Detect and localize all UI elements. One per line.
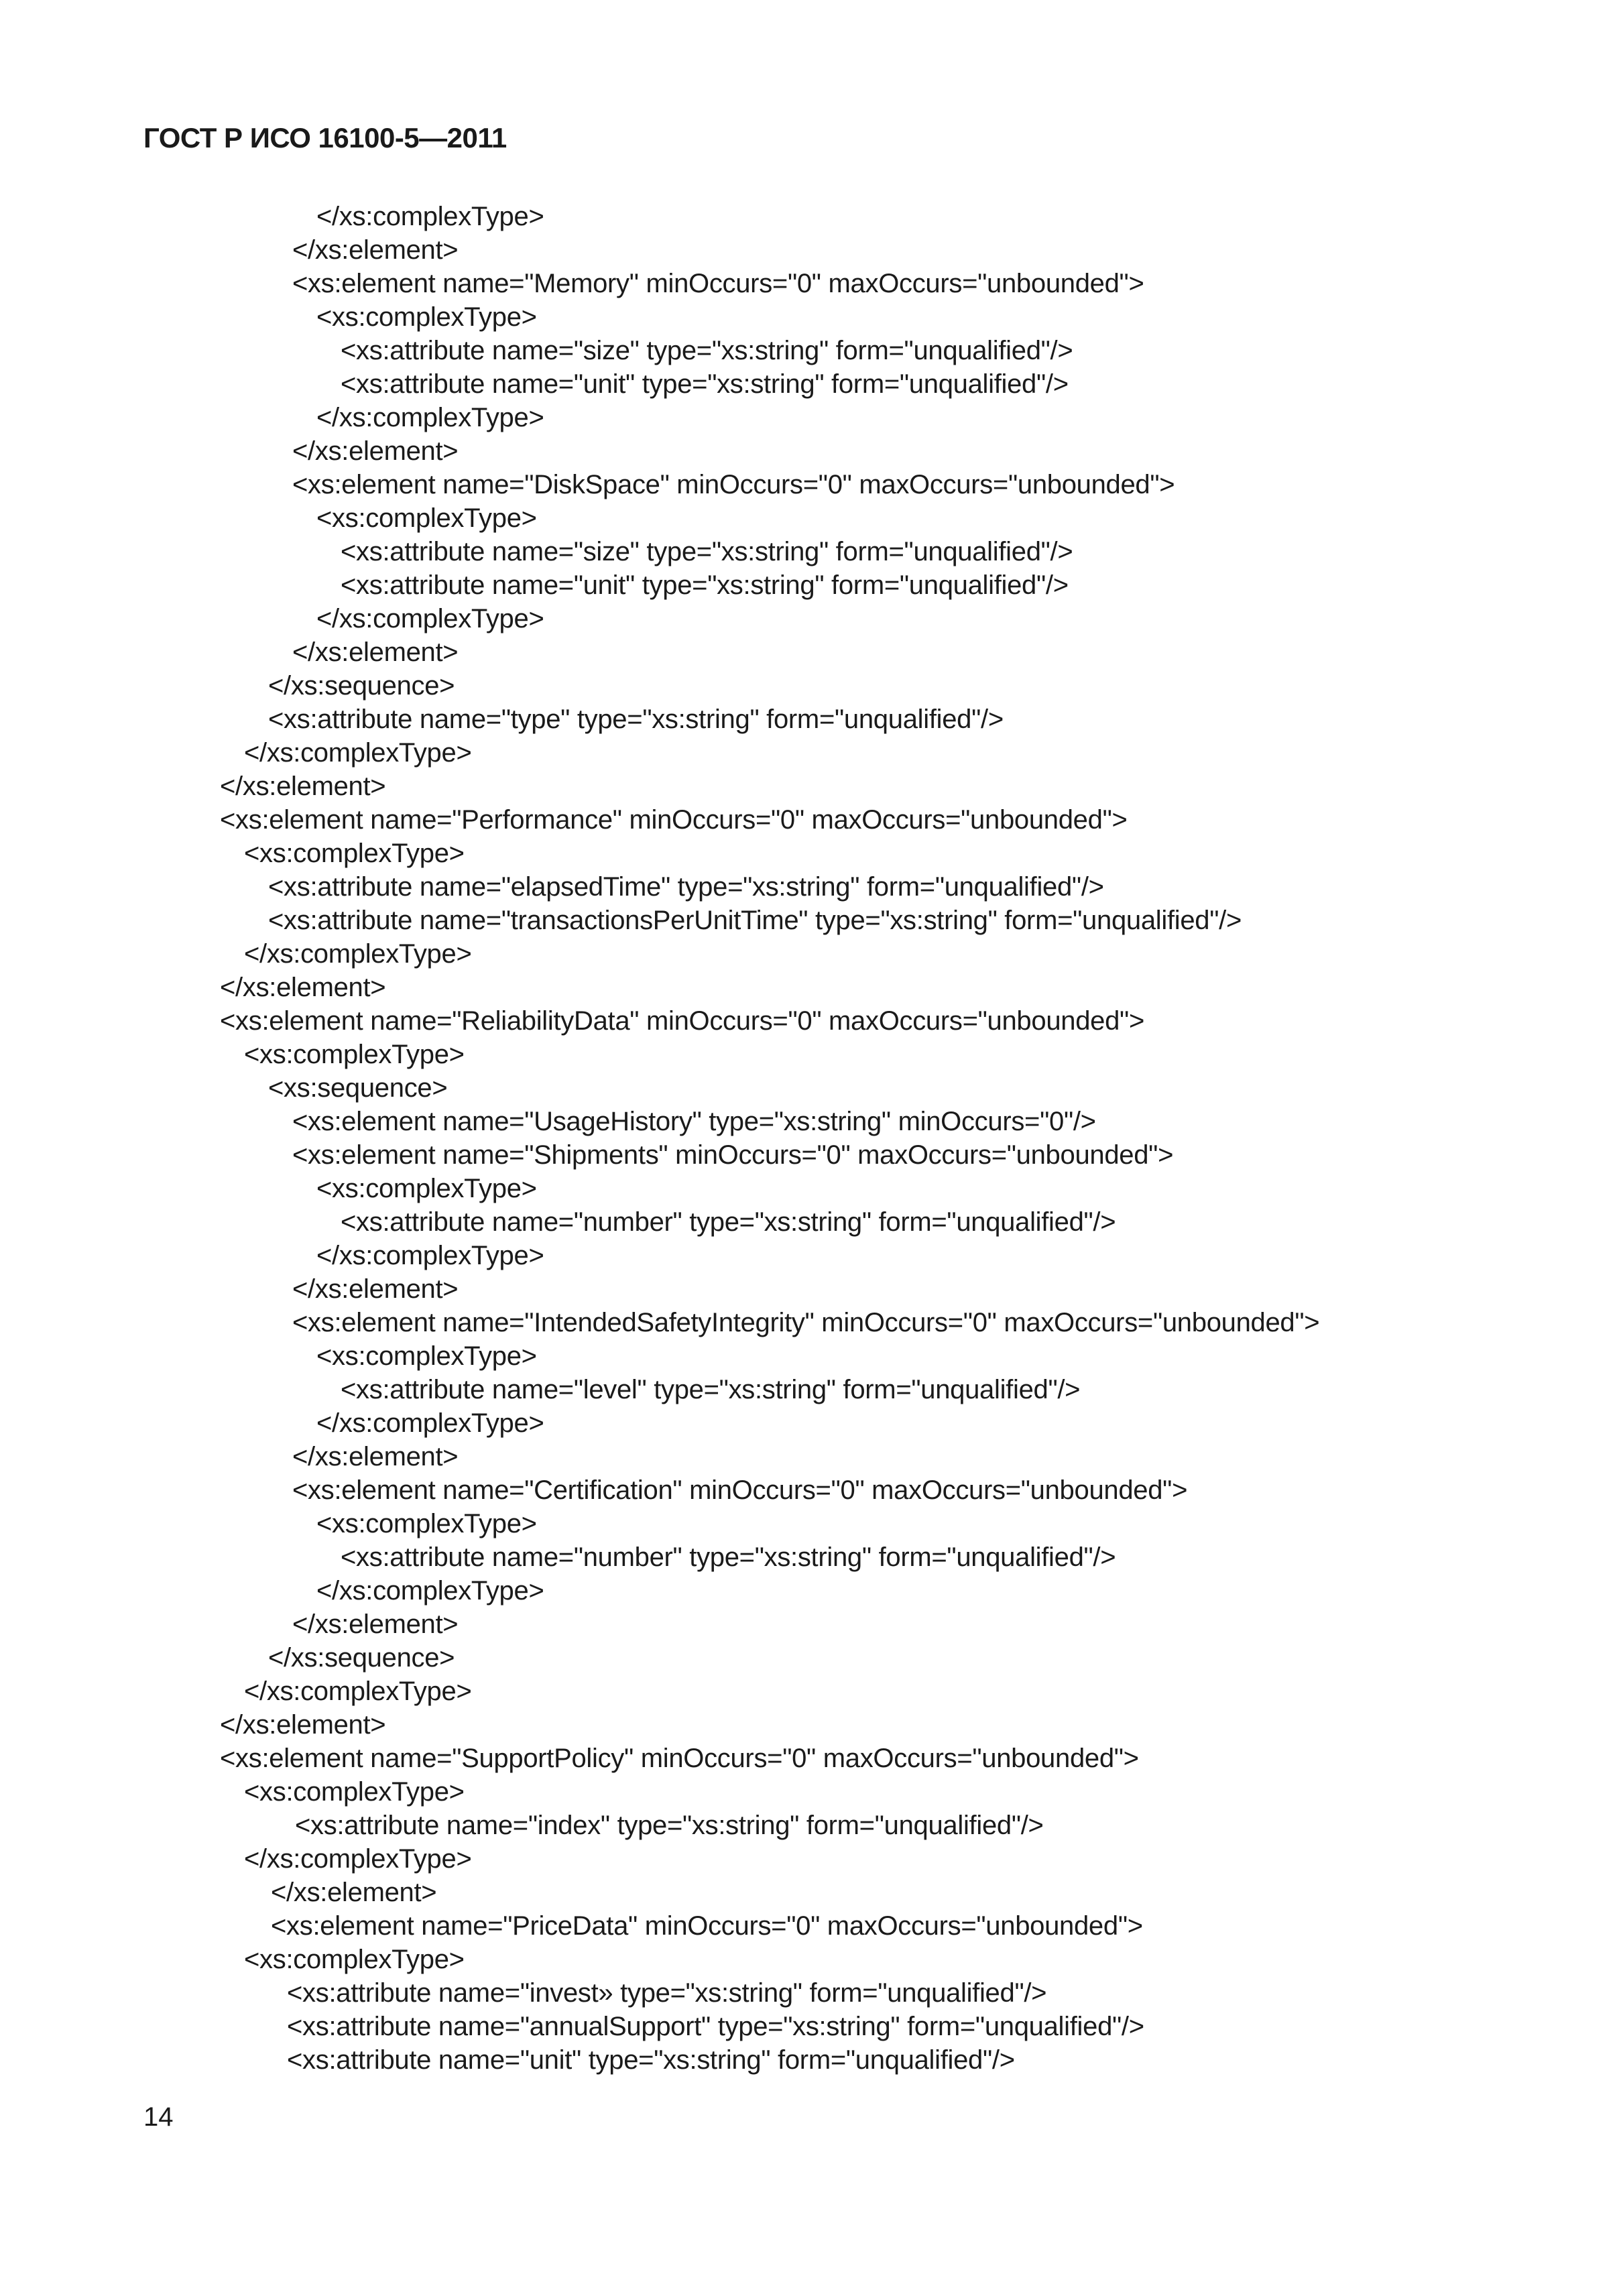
document-standard-header: ГОСТ Р ИСО 16100-5—2011 xyxy=(143,122,507,154)
code-line: <xs:complexType> xyxy=(316,302,537,332)
code-line: </xs:sequence> xyxy=(268,1643,455,1673)
code-line: </xs:element> xyxy=(292,1442,459,1471)
code-line: <xs:complexType> xyxy=(316,503,537,533)
code-line: </xs:complexType> xyxy=(316,202,544,231)
code-line: <xs:element name="Performance" minOccurs="0" maxOccurs="unbounded"> xyxy=(220,805,1128,835)
code-line: <xs:element name="ReliabilityData" minOccurs="0" maxOccurs="unbounded"> xyxy=(220,1006,1145,1036)
code-line: <xs:complexType> xyxy=(316,1341,537,1371)
code-line: <xs:attribute name="transactionsPerUnitTime" type="xs:string" form="unqualified"/> xyxy=(268,906,1242,935)
code-line: </xs:complexType> xyxy=(316,403,544,432)
code-line: <xs:attribute name="type" type="xs:string" form="unqualified"/> xyxy=(268,705,1004,734)
code-line: </xs:complexType> xyxy=(316,604,544,633)
code-line: </xs:element> xyxy=(292,638,459,667)
code-line: </xs:complexType> xyxy=(244,738,472,768)
code-line: <xs:attribute name="size" type="xs:string" form="unqualified"/> xyxy=(341,537,1073,566)
code-line: <xs:sequence> xyxy=(268,1073,448,1103)
code-line: </xs:complexType> xyxy=(244,1844,472,1874)
code-line: <xs:element name="Memory" minOccurs="0" maxOccurs="unbounded"> xyxy=(292,269,1144,298)
code-line: </xs:complexType> xyxy=(316,1241,544,1270)
code-line: <xs:complexType> xyxy=(316,1509,537,1538)
code-line: <xs:element name="Certification" minOccurs="0" maxOccurs="unbounded"> xyxy=(292,1475,1188,1505)
code-line: <xs:attribute name="elapsedTime" type="xs:string" form="unqualified"/> xyxy=(268,872,1104,902)
xml-schema-code-block xyxy=(0,200,1623,2077)
code-line: </xs:element> xyxy=(292,436,459,466)
code-line: <xs:attribute name="annualSupport" type="xs:string" form="unqualified"/> xyxy=(287,2012,1144,2041)
code-line: </xs:complexType> xyxy=(244,1677,472,1706)
code-line: <xs:attribute name="number" type="xs:string" form="unqualified"/> xyxy=(341,1207,1116,1237)
code-line: <xs:complexType> xyxy=(244,839,465,868)
code-line: <xs:attribute name="size" type="xs:string" form="unqualified"/> xyxy=(341,336,1073,365)
page-number: 14 xyxy=(143,2102,174,2132)
code-line: </xs:element> xyxy=(220,772,386,801)
code-line: </xs:complexType> xyxy=(316,1408,544,1438)
code-line: </xs:complexType> xyxy=(316,1576,544,1606)
code-line: </xs:complexType> xyxy=(244,939,472,969)
code-line: <xs:attribute name="unit" type="xs:string" form="unqualified"/> xyxy=(287,2045,1015,2075)
code-line: </xs:element> xyxy=(292,1274,459,1304)
code-line: <xs:attribute name="unit" type="xs:string" form="unqualified"/> xyxy=(341,570,1069,600)
code-line: </xs:element> xyxy=(292,1610,459,1639)
code-line: <xs:complexType> xyxy=(244,1777,465,1807)
code-line: <xs:attribute name="invest» type="xs:string" form="unqualified"/> xyxy=(287,1978,1047,2008)
code-line: <xs:complexType> xyxy=(316,1174,537,1203)
code-line: </xs:element> xyxy=(220,1710,386,1740)
code-line: </xs:element> xyxy=(220,973,386,1002)
code-line: <xs:attribute name="level" type="xs:string" form="unqualified"/> xyxy=(341,1375,1081,1404)
code-line: </xs:sequence> xyxy=(268,671,455,701)
code-line: <xs:element name="SupportPolicy" minOccurs="0" maxOccurs="unbounded"> xyxy=(220,1744,1139,1773)
code-line: <xs:element name="DiskSpace" minOccurs="0" maxOccurs="unbounded"> xyxy=(292,470,1175,499)
code-line: <xs:attribute name="unit" type="xs:string" form="unqualified"/> xyxy=(341,369,1069,399)
code-line: <xs:complexType> xyxy=(244,1040,465,1069)
code-line: <xs:element name="PriceData" minOccurs="0" maxOccurs="unbounded"> xyxy=(271,1911,1143,1941)
code-line: <xs:element name="Shipments" minOccurs="0" maxOccurs="unbounded"> xyxy=(292,1140,1174,1170)
code-line: <xs:element name="IntendedSafetyIntegrity" minOccurs="0" maxOccurs="unbounded"> xyxy=(292,1308,1320,1337)
code-line: </xs:element> xyxy=(292,235,459,265)
code-line: <xs:complexType> xyxy=(244,1945,465,1974)
code-line: <xs:attribute name="number" type="xs:string" form="unqualified"/> xyxy=(341,1543,1116,1572)
code-line: </xs:element> xyxy=(271,1878,437,1907)
code-line: <xs:element name="UsageHistory" type="xs:string" minOccurs="0"/> xyxy=(292,1107,1096,1136)
code-line: <xs:attribute name="index" type="xs:string" form="unqualified"/> xyxy=(295,1811,1044,1840)
